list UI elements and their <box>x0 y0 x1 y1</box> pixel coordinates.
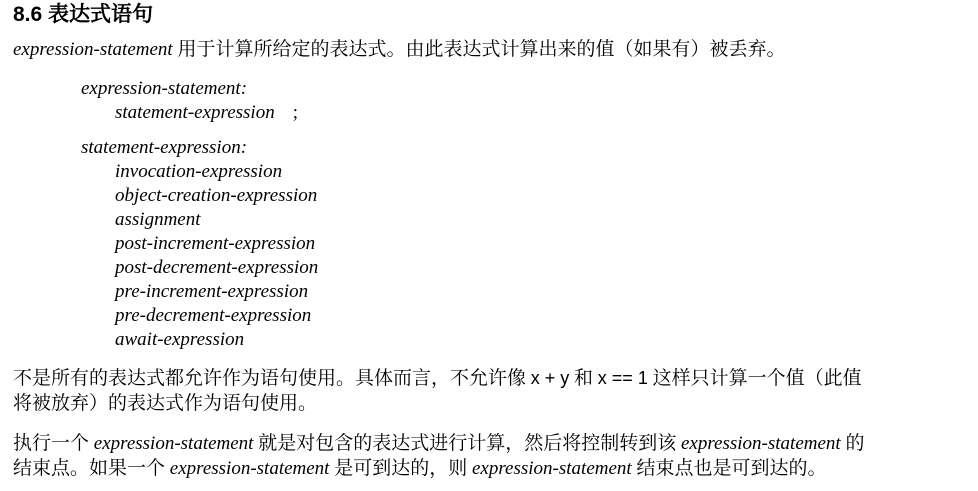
execution-line-1 <box>13 431 864 456</box>
grammar-alternative: await-expression <box>115 329 245 350</box>
grammar-alternative: post-increment-expression <box>115 233 316 254</box>
text-run: 不是所有的表达式都允许作为语句使用。具体而言，不允许像 <box>13 368 531 389</box>
text-run: 和 <box>569 368 598 389</box>
grammar-alternative: object-creation-expression <box>115 185 318 206</box>
term-expression-statement: expression-statement <box>471 458 632 479</box>
restriction-line-2: 将被放弃）的表达式作为语句使用。 <box>13 393 318 414</box>
section-heading <box>13 2 153 28</box>
code-x-plus-y: x + y <box>530 368 570 388</box>
grammar-alternative: pre-increment-expression <box>115 281 309 302</box>
grammar-alternative: pre-decrement-expression <box>115 305 312 326</box>
term-expression-statement: expression-statement <box>680 433 841 454</box>
text-run: 就是对包含的表达式进行计算，然后将控制转到该 <box>253 433 681 454</box>
text-run: 执行一个 <box>13 433 94 454</box>
grammar-alternative-statement-expression <box>115 101 298 125</box>
term-expression-statement: expression-statement <box>93 433 254 454</box>
text-run: 结束点也是可到达的。 <box>631 458 827 479</box>
grammar-rule-expression-statement: expression-statement: <box>81 78 248 99</box>
intro-text: 用于计算所给定的表达式。由此表达式计算出来的值（如果有）被丢弃。 <box>172 39 786 60</box>
execution-paragraph <box>13 431 864 481</box>
section-number: 8.6 <box>13 3 43 26</box>
grammar-alternative: invocation-expression <box>115 161 283 182</box>
restriction-line-1 <box>13 366 862 391</box>
text-run: 这样只计算一个值（此值 <box>647 368 862 389</box>
intro-term: expression-statement <box>13 39 173 60</box>
term-expression-statement: expression-statement <box>169 458 330 479</box>
alternative-text: statement-expression <box>115 102 275 123</box>
text-run: 结束点。如果一个 <box>13 458 170 479</box>
execution-line-2 <box>13 456 864 481</box>
text-run: 是可到达的，则 <box>329 458 472 479</box>
grammar-alternative: assignment <box>115 209 201 230</box>
section-title: 表达式语句 <box>48 3 154 26</box>
restriction-paragraph <box>13 366 862 416</box>
code-x-equals-1: x == 1 <box>597 368 648 388</box>
text-run: 的 <box>840 433 865 454</box>
grammar-alternative: post-decrement-expression <box>115 257 319 278</box>
terminator-semicolon: ; <box>292 102 298 123</box>
intro-paragraph <box>13 37 785 62</box>
grammar-rule-statement-expression: statement-expression: <box>81 137 248 158</box>
